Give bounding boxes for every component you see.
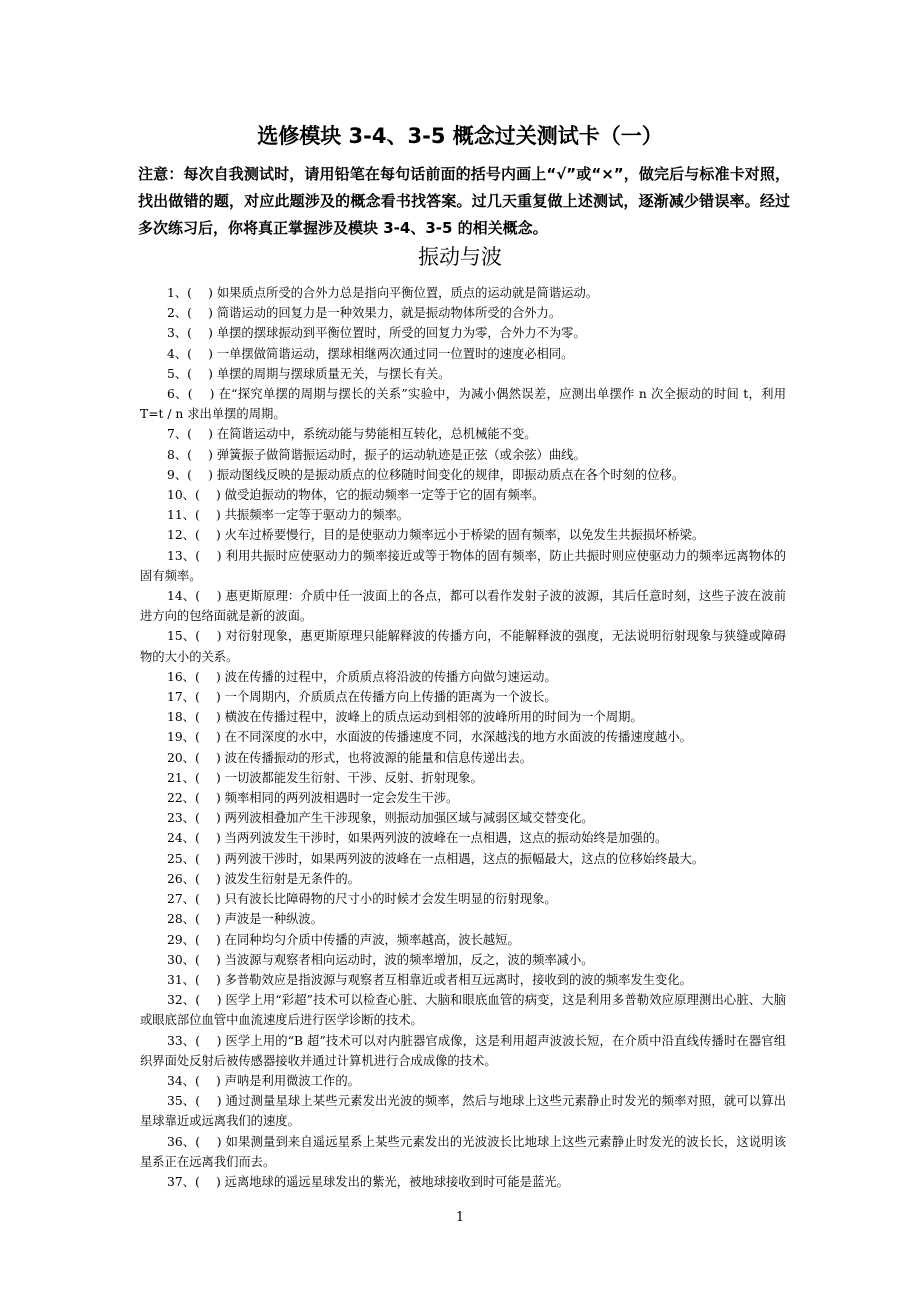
question-item: 2、( ) 简谐运动的回复力是一种效果力，就是振动物体所受的合外力。 [167, 306, 562, 321]
question-item: 34、( ) 声呐是利用微波工作的。 [167, 1073, 360, 1088]
question-item: 15、( ) 对衍射现象，惠更斯原理只能解释波的传播方向，不能解释波的强度，无法说明衍射现象与狭缝或障碍物的大小的关系。 [140, 629, 786, 664]
question-item: 20、( ) 波在传播振动的形式，也将波源的能量和信息传递出去。 [167, 750, 533, 765]
question-item: 29、( ) 在同种均匀介质中传播的声波，频率越高，波长越短。 [167, 932, 520, 947]
question-item: 19、( ) 在不同深度的水中，水面波的传播速度不同，水深越浅的地方水面波的传播速度越小。 [167, 730, 692, 745]
question-item: 10、( ) 做受迫振动的物体，它的振动频率一定等于它的固有频率。 [167, 488, 545, 503]
question-item: 22、( ) 频率相同的两列波相遇时一定会发生干涉。 [167, 791, 459, 806]
question-item: 36、( ) 如果测量到来自遥远星系上某些元素发出的光波波长比地球上这些元素静止时发光的波长长，这说明该星系正在远离我们而去。 [140, 1134, 786, 1169]
question-item: 5、( ) 单摆的周期与摆球质量无关，与摆长有关。 [167, 366, 451, 381]
question-item: 35、( ) 通过测量星球上某些元素发出光波的频率，然后与地球上这些元素静止时发光的频率对照，就可以算出星球靠近或远离我们的速度。 [140, 1094, 786, 1129]
question-item: 24、( ) 当两列波发生干涉时，如果两列波的波峰在一点相遇，这点的振动始终是加强的。 [167, 831, 668, 846]
question-item: 28、( ) 声波是一种纵波。 [167, 912, 324, 927]
question-item: 3、( ) 单摆的摆球振动到平衡位置时，所受的回复力为零，合外力不为零。 [167, 326, 586, 341]
section-title: 振动与波 [418, 245, 502, 269]
question-item: 4、( ) 一单摆做简谐运动，摆球相继两次通过同一位置时的速度必相同。 [167, 346, 574, 361]
page-number: 1 [455, 1210, 465, 1225]
question-item: 21、( ) 一切波都能发生衍射、干涉、反射、折射现象。 [167, 770, 483, 785]
question-item: 30、( ) 当波源与观察者相向运动时，波的频率增加，反之，波的频率减小。 [167, 952, 594, 967]
question-item: 25、( ) 两列波干涉时，如果两列波的波峰在一点相遇，这点的振幅最大，这点的位移始终最大。 [167, 851, 705, 866]
question-item: 17、( ) 一个周期内，介质质点在传播方向上传播的距离为一个波长。 [167, 690, 557, 705]
question-item: 16、( ) 波在传播的过程中，介质质点将沿波的传播方向做匀速运动。 [167, 669, 557, 684]
question-item: 26、( ) 波发生衍射是无条件的。 [167, 871, 360, 886]
question-item: 32、( ) 医学上用“彩超”技术可以检查心脏、大脑和眼底血管的病变，这是利用多普勒效应原理测出心脏、大脑或眼底部位血管中血流速度后进行医学诊断的技术。 [140, 993, 786, 1028]
question-item: 18、( ) 横波在传播过程中，波峰上的质点运动到相邻的波峰所用的时间为一个周期。 [167, 710, 643, 725]
page-title: 选修模块 3-4、3-5 概念过关测试卡（一） [257, 124, 663, 148]
question-item: 12、( ) 火车过桥要慢行，目的是使驱动力频率远小于桥梁的固有频率，以免发生共振损坏桥梁。 [167, 528, 705, 543]
instructions-notice: 注意：每次自我测试时，请用铅笔在每句话前面的括号内画上“√”或“×”，做完后与标准卡对照，找出做错的题，对应此题涉及的概念看书找答案。过几天重复做上述测试，逐渐减少错误率。经过多次练习后，你将真正掌握涉及模块 3-4、3-5 的相关概念。 [138, 165, 790, 237]
question-item: 1、( ) 如果质点所受的合外力总是指向平衡位置，质点的运动就是简谐运动。 [167, 286, 599, 300]
question-list [140, 283, 786, 1192]
question-item: 8、( ) 弹簧振子做简谐振运动时，振子的运动轨迹是正弦（或余弦）曲线。 [167, 447, 586, 462]
question-item: 13、( ) 利用共振时应使驱动力的频率接近或等于物体的固有频率，防止共振时则应使驱动力的频率远离物体的固有频率。 [140, 548, 786, 583]
question-item: 14、( ) 惠更斯原理：介质中任一波面上的各点，都可以看作发射子波的波源，其后任意时刻，这些子波在波前进方向的包络面就是新的波面。 [140, 589, 786, 624]
question-item: 23、( ) 两列波相叠加产生干涉现象，则振动加强区域与减弱区域交替变化。 [167, 811, 594, 826]
question-item: 11、( ) 共振频率一定等于驱动力的频率。 [167, 508, 410, 523]
question-item: 33、( ) 医学上用的“B 超”技术可以对内脏器官成像，这是利用超声波波长短，在介质中沿直线传播时在器官组织界面处反射后被传感器接收并通过计算机进行合成成像的技术。 [140, 1033, 786, 1068]
question-item: 31、( ) 多普勒效应是指波源与观察者互相靠近或者相互远离时，接收到的波的频率发生变化。 [167, 972, 692, 987]
question-item: 9、( ) 振动图线反映的是振动质点的位移随时间变化的规律，即振动质点在各个时刻的位移。 [167, 467, 685, 482]
question-item: 7、( ) 在简谐运动中，系统动能与势能相互转化，总机械能不变。 [167, 427, 537, 442]
question-item: 27、( ) 只有波长比障碍物的尺寸小的时候才会发生明显的衍射现象。 [167, 892, 557, 907]
question-item: 37、( ) 远离地球的遥远星球发出的紫光，被地球接收到时可能是蓝光。 [167, 1174, 569, 1189]
question-item: 6、( ) 在“探究单摆的周期与摆长的关系”实验中，为减小偶然误差，应测出单摆作 n 次全振动的时间 t，利用 T=t / n 求出单摆的周期。 [140, 387, 786, 422]
